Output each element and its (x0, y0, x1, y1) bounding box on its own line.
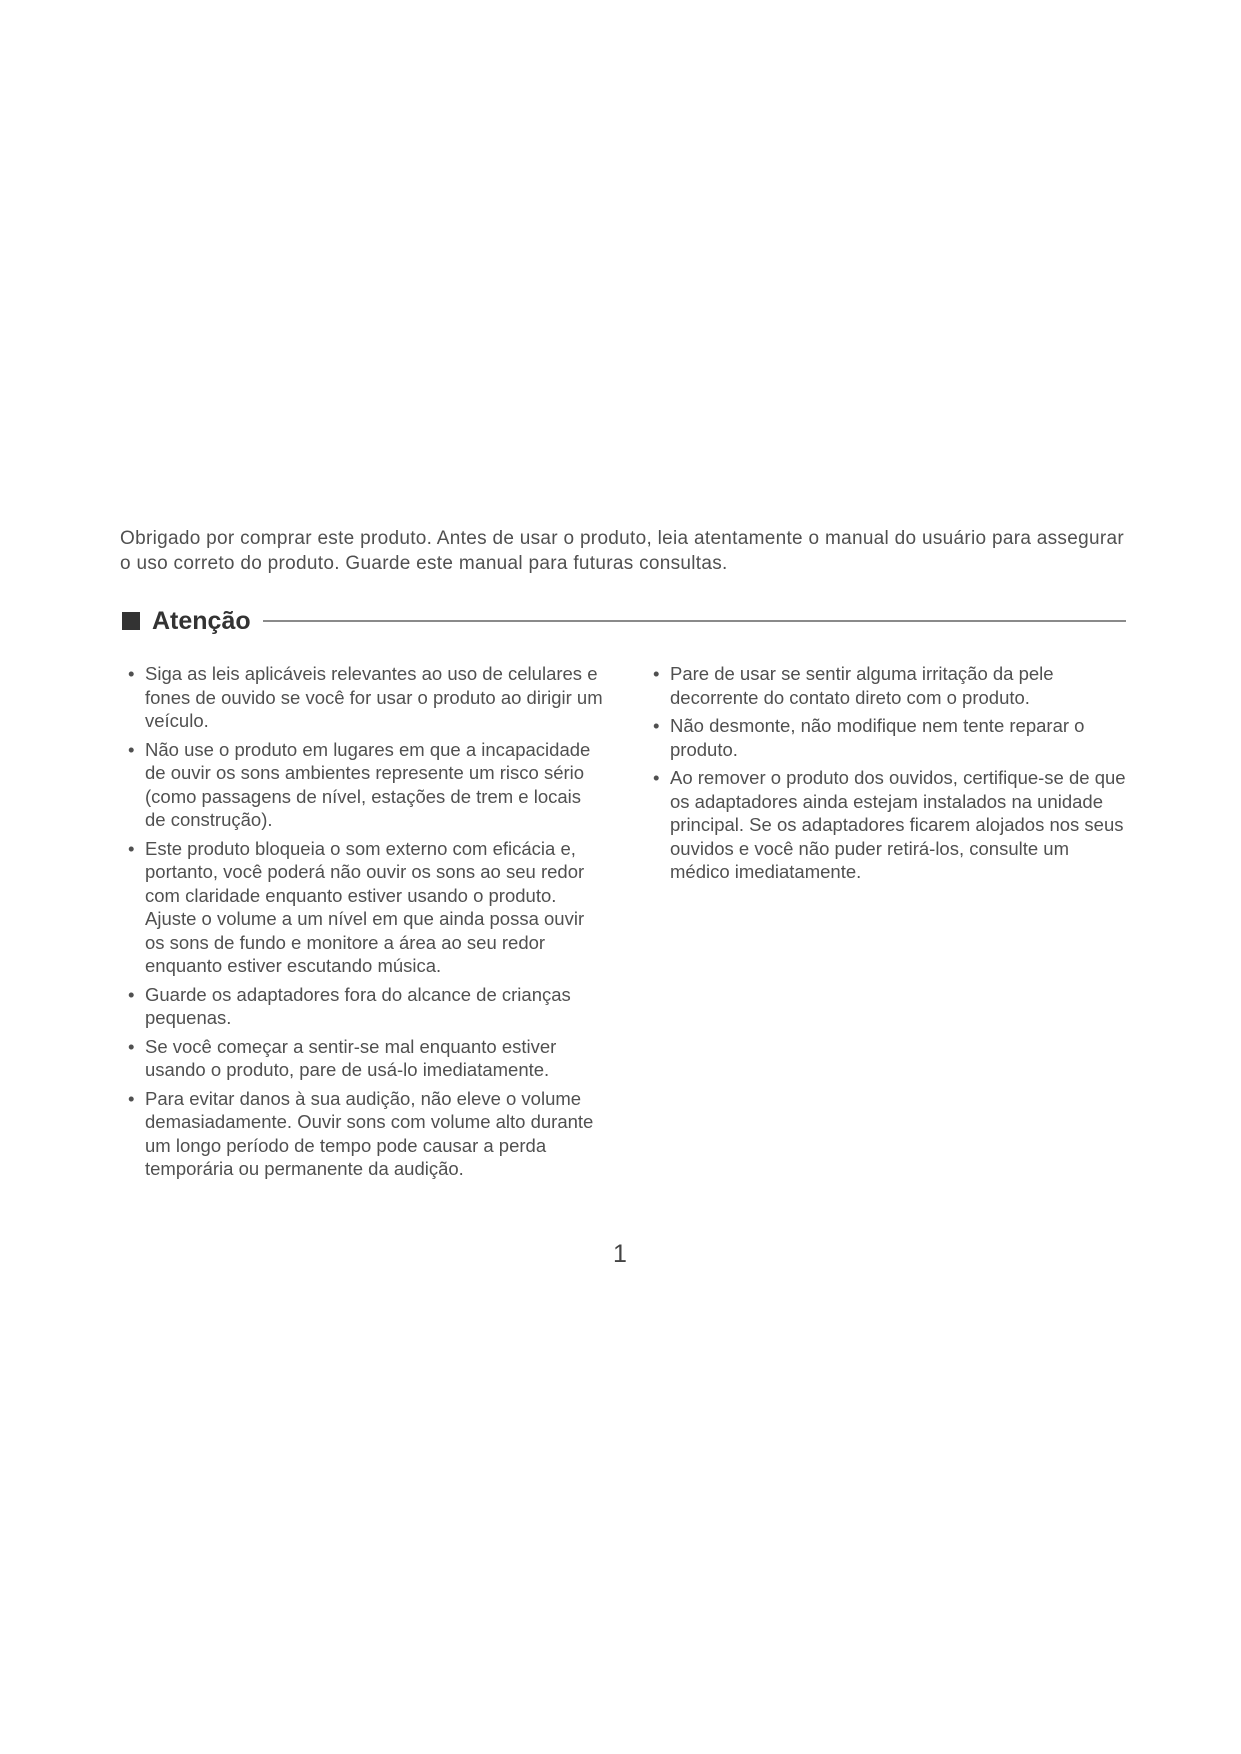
bullet-icon: • (653, 663, 660, 684)
bullet-icon: • (653, 715, 660, 736)
list-item-text: Este produto bloqueia o som externo com eficácia e, portanto, você poderá não ouvir os sons ao seu redor com claridade enquanto estiver usando o produto. Ajuste o volume a um nível em que ainda possa ouvir os sons de fundo e monitore a área ao seu redor enquanto estiver escutando música. (145, 837, 585, 976)
square-bullet-icon (122, 612, 140, 630)
heading-divider (263, 620, 1126, 622)
list-item (126, 662, 606, 733)
list-item (126, 1035, 606, 1082)
intro-paragraph: Obrigado por comprar este produto. Antes de usar o produto, leia atentamente o manual do usuário para assegurar o uso correto do produto. Guarde este manual para futuras consultas. (120, 528, 1124, 574)
section-title: Atenção (152, 606, 251, 635)
left-column-list (126, 662, 606, 1186)
section-heading (122, 603, 1126, 639)
list-item (126, 837, 606, 978)
list-item (651, 714, 1131, 761)
list-item-text: Pare de usar se sentir alguma irritação da pele decorrente do contato direto com o produto. (670, 663, 1054, 708)
list-item-text: Não use o produto em lugares em que a incapacidade de ouvir os sons ambientes represente um risco sério (como passagens de nível, estações de trem e locais de construção). (145, 738, 591, 830)
bullet-icon: • (128, 1087, 135, 1109)
list-item (651, 766, 1131, 884)
list-item (651, 662, 1131, 709)
list-item-text: Para evitar danos à sua audição, não eleve o volume demasiadamente. Ouvir sons com volume alto durante um longo período de tempo pode causar a perda temporária ou permanente da audição. (145, 1087, 594, 1179)
list-item (126, 1087, 606, 1181)
bullet-icon: • (128, 1035, 135, 1057)
list-item-text: Se você começar a sentir-se mal enquanto estiver usando o produto, pare de usá-lo imediatamente. (145, 1035, 557, 1080)
list-item-text: Siga as leis aplicáveis relevantes ao uso de celulares e fones de ouvido se você for usar o produto ao dirigir um veículo. (145, 663, 603, 731)
list-item (126, 738, 606, 832)
list-item-text: Guarde os adaptadores fora do alcance de crianças pequenas. (145, 983, 571, 1028)
page-number: 1 (613, 1240, 627, 1268)
list-item-text: Não desmonte, não modifique nem tente reparar o produto. (670, 715, 1085, 760)
bullet-icon: • (128, 663, 135, 684)
right-column-list (651, 662, 1131, 889)
bullet-icon: • (653, 767, 660, 788)
list-item (126, 983, 606, 1030)
bullet-icon: • (128, 983, 135, 1005)
list-item-text: Ao remover o produto dos ouvidos, certifique-se de que os adaptadores ainda estejam instalados na unidade principal. Se os adaptadores ficarem alojados nos seus ouvidos e você não puder retirá-los, consulte um médico imediatamente. (670, 767, 1126, 882)
bullet-icon: • (128, 738, 135, 760)
bullet-icon: • (128, 837, 135, 859)
